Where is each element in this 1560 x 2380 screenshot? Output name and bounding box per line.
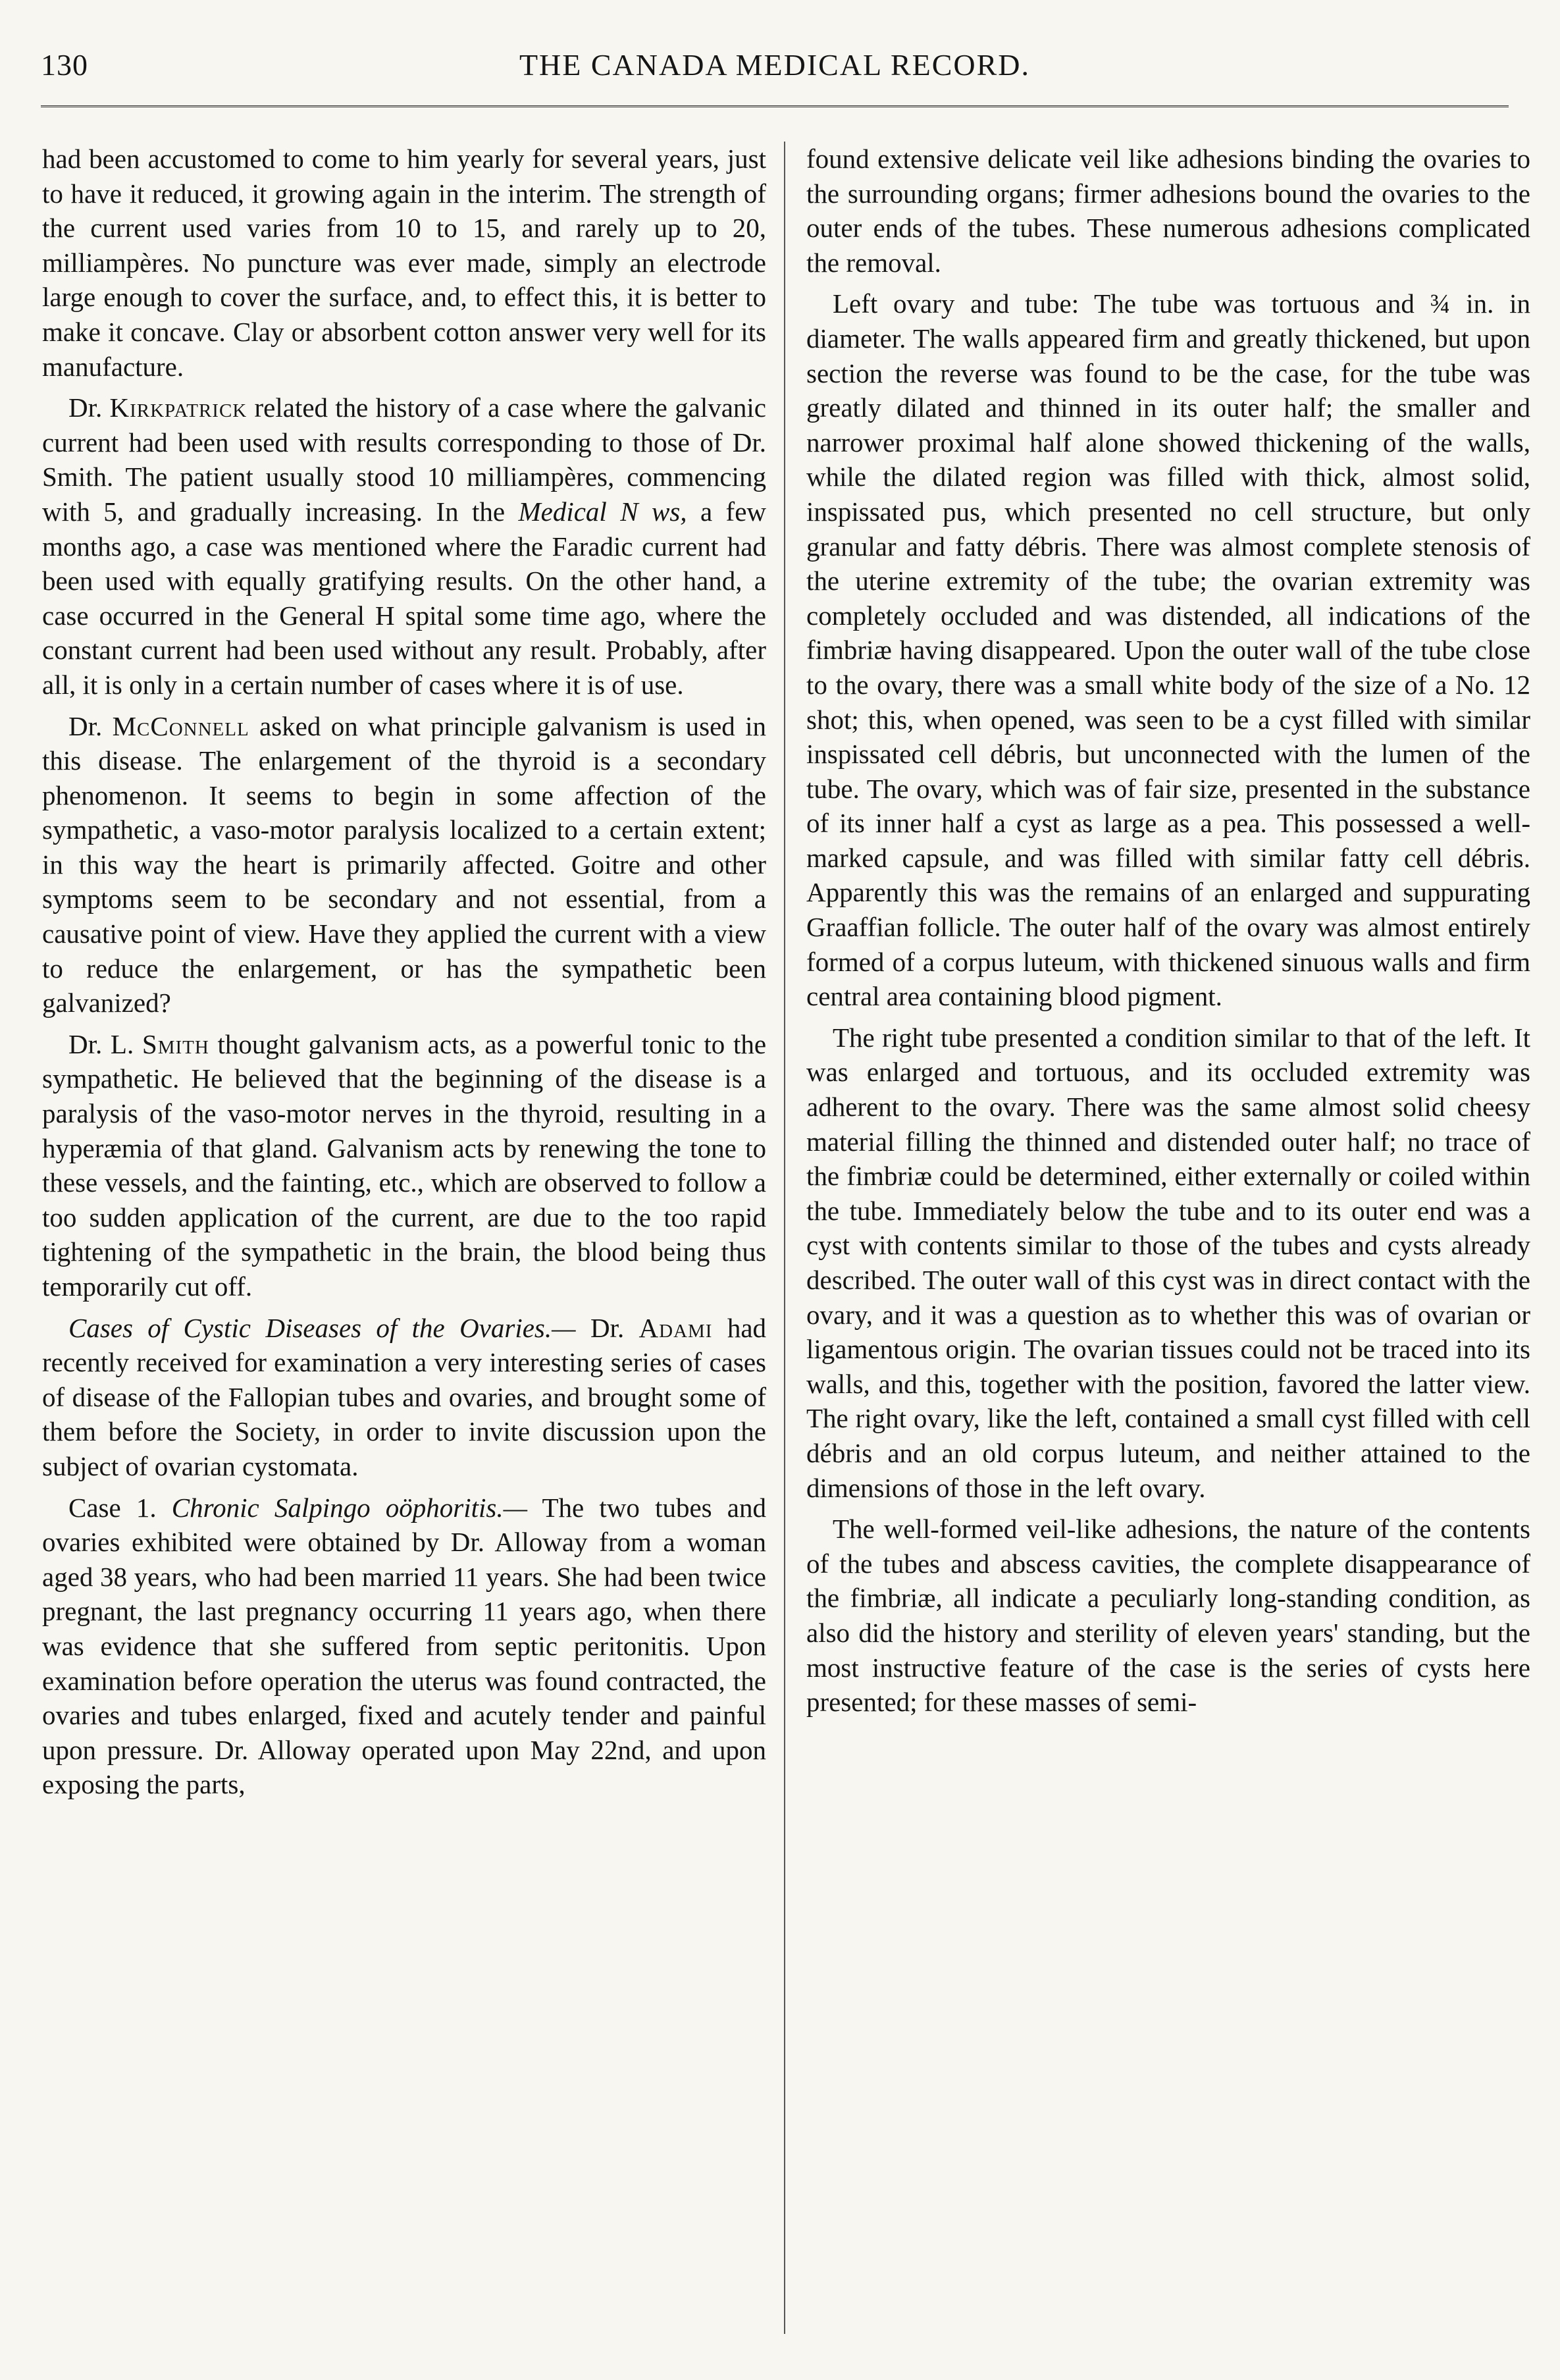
section-heading: Cases of Cystic Diseases of the Ovaries.— <box>68 1312 576 1343</box>
column-divider <box>784 142 785 2334</box>
running-title: THE CANADA MEDICAL RECORD. <box>519 48 1031 82</box>
page-number: 130 <box>41 48 88 82</box>
paragraph: Dr. Kirkpatrick related the history of a case where the galvanic current had been used with results corresponding to those of Dr. Smith. The patient usually stood 10 milliampères, commencing with 5, and gradually increasing. In the Medical N ws, a few months ago, a case was mentioned where the Faradic current had been used with equally gratifying results. On the other hand, a case occurred in the General H spital some time ago, where the constant current had been used without any result. Probably, after all, it is only in a certain number of cases where it is of use. <box>42 392 767 700</box>
header-rule <box>41 105 1509 107</box>
speaker-name: Kirkpatrick <box>109 392 247 423</box>
paragraph: The right tube presented a condition similar to that of the left. It was enlarged and tortuous, and its occluded extremity was adherent to the ovary. There was the same almost solid cheesy material filling the thinned and distended outer half; no trace of the fimbriæ could be determined, either externally or coiled within the tube. Immediately below the tube and to its outer end was a cyst with contents similar to those of the tubes and cysts already described. The outer wall of this cyst was in direct contact with the ovary, and it was a question as to whether this was of ovarian or ligamentous origin. The ovarian tissues could not be traced into its walls, and this, together with the position, favored the latter view. The right ovary, like the left, contained a small cyst filled with cell débris and an old corpus luteum, and neither attained to the dimensions of those in the left ovary. <box>806 1022 1530 1503</box>
journal-title: Medical N ws, <box>518 496 687 527</box>
page-header <box>41 47 1509 100</box>
paragraph: The well-formed veil-like adhesions, the nature of the contents of the tubes and abscess cavities, the complete disappearance of the fimbriæ, all indicate a peculiarly long-standing condition, as also did the history and sterility of eleven years' standing, but the most instructive feature of the case is the series of cysts here presented; for these masses of semi- <box>806 1514 1530 1718</box>
paragraph: Cases of Cystic Diseases of the Ovaries.— Dr. Adami had recently received for examination a very interesting series of cases of disease of the Fallopian tubes and ovaries, and brought some of them before the Society, in order to invite discussion upon the subject of ovarian cystomata. <box>42 1312 767 1481</box>
right-column <box>806 142 1530 1726</box>
paragraph: found extensive delicate veil like adhesions binding the ovaries to the surrounding organs; firmer adhesions bound the ovaries to the outer ends of the tubes. These numerous adhesions complicated the removal. <box>806 144 1530 278</box>
paragraph: Left ovary and tube: The tube was tortuous and ¾ in. in diameter. The walls appeared firm and greatly thickened, but upon section the reverse was found to be the case, for the tube was greatly dilated and thinned in its outer half; the smaller and narrower proximal half alone showed thickening of the walls, while the dilated region was filled with thick, almost solid, inspissated pus, which presented no cell structure, but only granular and fatty débris. There was almost complete stenosis of the uterine extremity of the tube; the ovarian extremity was completely occluded and was distended, all indications of the fimbriæ having disappeared. Upon the outer wall of the tube close to the ovary, there was a small white body of the size of a No. 12 shot; this, when opened, was seen to be a cyst filled with similar inspissated cell débris, but unconnected with the lumen of the tube. The ovary, which was of fair size, presented in the substance of its inner half a cyst as large as a pea. This possessed a well-marked capsule, and was filled with similar fatty cell débris. Apparently this was the remains of an enlarged and suppurating Graaffian follicle. The outer half of the ovary was almost entirely formed of a corpus luteum, with thickened sinuous walls and firm central area containing blood pigment. <box>806 288 1530 1012</box>
case-number: Case 1. <box>68 1492 157 1523</box>
paragraph: Dr. McConnell asked on what principle galvanism is used in this disease. The enlargement of the thyroid is a secondary phenomenon. It seems to begin in some affection of the sympathetic, a vaso-motor paralysis localized to a certain extent; in this way the heart is primarily affected. Goitre and other symptoms seem to be secondary and not essential, from a causative point of view. Have they applied the current with a view to reduce the enlargement, or has the sympathetic been galvanized? <box>42 710 767 1018</box>
speaker-name: McConnell <box>112 710 249 741</box>
paragraph: Dr. L. Smith thought galvanism acts, as a powerful tonic to the sympathetic. He believed that the beginning of the disease is a paralysis of the vaso-motor nerves in the thyroid, resulting in a hyperæmia of that gland. Galvanism acts by renewing the tone to these vessels, and the fainting, etc., which are observed to follow a too sudden application of the current, are due to the too rapid tightening of the sympathetic in the brain, the blood being thus temporarily cut off. <box>42 1028 767 1302</box>
speaker-name: Adami <box>638 1312 713 1343</box>
speaker-name: Smith <box>142 1028 209 1059</box>
left-column <box>42 142 766 1809</box>
paragraph: had been accustomed to come to him yearly for several years, just to have it reduced, it growing again in the interim. The strength of the current used varies from 10 to 15, and rarely up to 20, milliampères. No puncture was ever made, simply an electrode large enough to cover the surface, and, to effect this, it is better to make it concave. Clay or absorbent cotton answer very well for its manufacture. <box>42 144 766 382</box>
paragraph: Case 1. Chronic Salpingo oöphoritis.— The two tubes and ovaries exhibited were obtained by Dr. Alloway from a woman aged 38 years, who had been married 11 years. She had been twice pregnant, the last pregnancy occurring 11 years ago, when there was evidence that she suffered from septic peritonitis. Upon examination before operation the uterus was found contracted, the ovaries and tubes enlarged, fixed and acutely tender and painful upon pressure. Dr. Alloway operated upon May 22nd, and upon exposing the parts, <box>42 1492 767 1800</box>
case-heading: Chronic Salpingo oöphoritis.— <box>171 1492 528 1523</box>
